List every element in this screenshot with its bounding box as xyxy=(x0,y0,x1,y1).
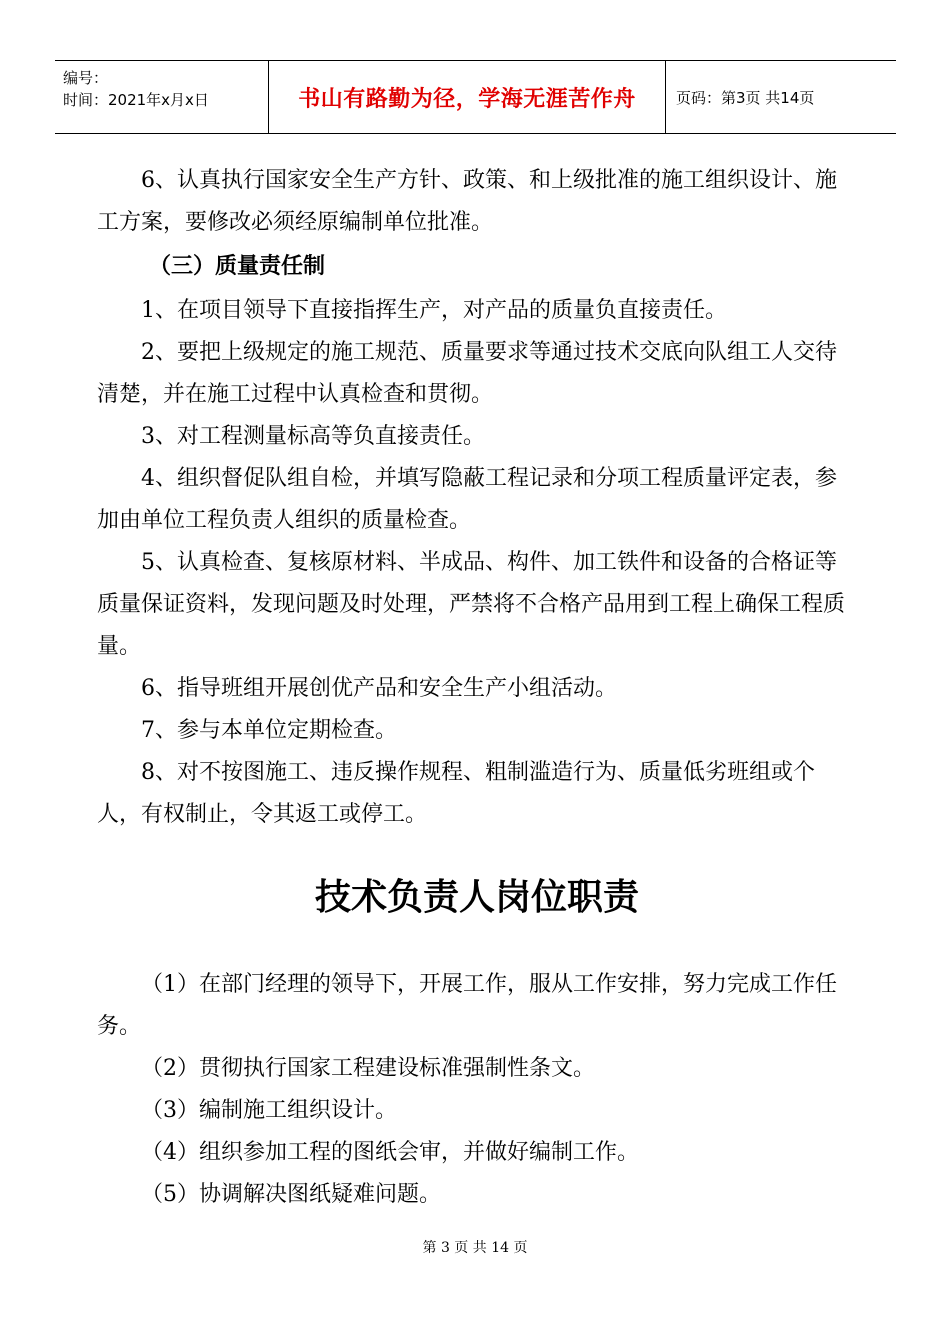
section-heading: （三）质量责任制 xyxy=(149,254,326,279)
paragraph-item: 1、在项目领导下直接指挥生产，对产品的质量负直接责任。 xyxy=(141,298,727,323)
header-page-info: 页码：第3页 共14页 xyxy=(676,88,815,107)
paragraph-item: 7、参与本单位定期检查。 xyxy=(141,718,397,743)
section-tech-lead xyxy=(97,964,857,1216)
paragraph-item: 6、认真执行国家安全生产方针、政策、和上级批准的施工组织设计、施工方案，要修改必须经原编制单位批准。 xyxy=(97,168,837,235)
paragraph-item: （3）编制施工组织设计。 xyxy=(141,1098,397,1123)
paragraph-item: （1）在部门经理的领导下，开展工作，服从工作安排，努力完成工作任务。 xyxy=(97,972,837,1039)
section-title: 技术负责人岗位职责 xyxy=(314,877,639,918)
section-quality xyxy=(97,160,857,918)
page-header xyxy=(55,60,896,134)
paragraph-item: 4、组织督促队组自检，并填写隐蔽工程记录和分项工程质量评定表，参加由单位工程负责人组织的质量检查。 xyxy=(97,466,837,533)
paragraph-item: 5、认真检查、复核原材料、半成品、构件、加工铁件和设备的合格证等质量保证资料，发现问题及时处理，严禁将不合格产品用到工程上确保工程质量。 xyxy=(97,550,846,659)
paragraph-item: 3、对工程测量标高等负直接责任。 xyxy=(141,424,485,449)
paragraph-item: 6、指导班组开展创优产品和安全生产小组活动。 xyxy=(141,676,617,701)
paragraph-item: 8、对不按图施工、违反操作规程、粗制滥造行为、质量低劣班组或个人，有权制止，令其返工或停工。 xyxy=(97,760,815,827)
paragraph-item: （2）贯彻执行国家工程建设标准强制性条文。 xyxy=(141,1056,595,1081)
paragraph-item: 2、要把上级规定的施工规范、质量要求等通过技术交底向队组工人交待清楚，并在施工过程中认真检查和贯彻。 xyxy=(97,340,837,407)
header-meta xyxy=(55,61,268,133)
document-date: 时间：2021年x月x日 xyxy=(63,91,209,109)
header-motto: 书山有路勤为径，学海无涯苦作舟 xyxy=(268,61,666,133)
document-number-label: 编号： xyxy=(63,69,109,87)
paragraph-item: （5）协调解决图纸疑难问题。 xyxy=(141,1182,441,1207)
paragraph-item: （4）组织参加工程的图纸会审，并做好编制工作。 xyxy=(141,1140,639,1165)
page-footer: 第 3 页 共 14 页 xyxy=(422,1240,528,1256)
